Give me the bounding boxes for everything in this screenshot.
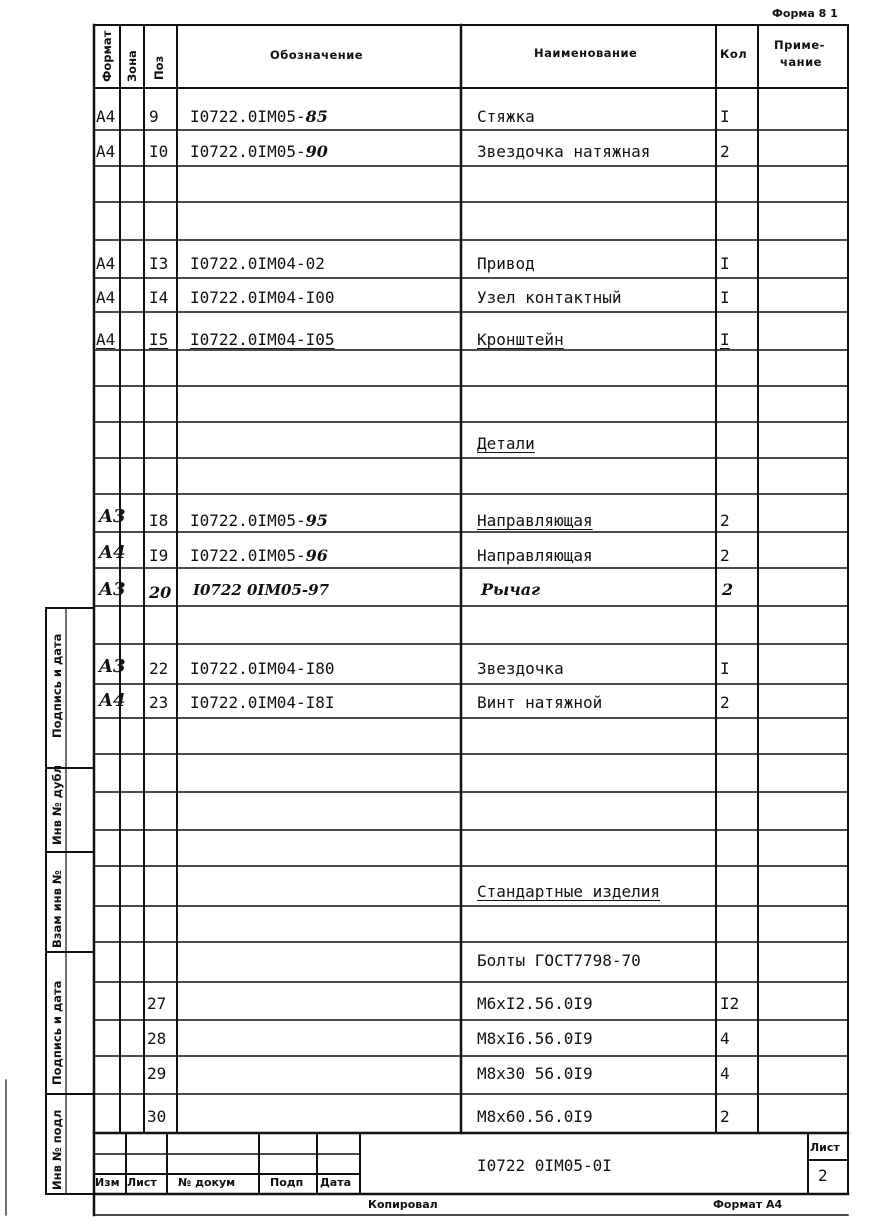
row-designation: [190, 144, 328, 161]
row-qty: 2: [720, 546, 730, 565]
row-format: A3: [99, 656, 126, 677]
row-qty: 2: [720, 1107, 730, 1126]
row-qty: 4: [720, 1064, 730, 1083]
row-name: Звездочка натяжная: [477, 142, 651, 161]
title-data: Дата: [320, 1176, 352, 1189]
title-sheet-number: 2: [818, 1166, 828, 1185]
side-label-signature: Подпись и дата: [50, 633, 64, 738]
row-pos: 30: [147, 1107, 167, 1126]
designation-printed: I0722.0IM05-: [190, 511, 306, 530]
side-label-dupl: Инв № дубл: [50, 765, 64, 845]
header-qty: Кол: [720, 47, 748, 61]
row-qty: 2: [720, 693, 730, 712]
designation-handwritten: 95: [305, 511, 328, 530]
header-designation: Обозначение: [270, 48, 364, 62]
designation-printed: I0722.0IM05-: [190, 142, 306, 161]
row-format: A4: [96, 107, 116, 126]
row-name: Узел контактный: [477, 288, 622, 307]
side-label-vzam: Взам инв №: [50, 870, 64, 948]
side-label-signature: Подпись и дата: [50, 980, 64, 1085]
row-pos: I3: [149, 254, 169, 273]
row-designation: I0722.0IM04-02: [190, 254, 325, 273]
row-pos: I9: [149, 546, 169, 565]
row-format: A4: [96, 254, 116, 273]
row-name: М8х60.56.0I9: [477, 1107, 593, 1126]
title-designation: I0722 0IM05-0I: [477, 1156, 612, 1175]
row-format: A4: [96, 142, 116, 161]
row-name: Кронштейн: [477, 330, 564, 349]
row-designation: [190, 513, 328, 530]
group-heading: Болты ГОСТ7798-70: [477, 951, 641, 970]
form-label: Форма 8 1: [772, 7, 838, 20]
header-format: Формат: [100, 30, 114, 82]
row-qty: I: [720, 659, 730, 678]
row-name: Направляющая: [477, 511, 593, 530]
row-pos: 9: [149, 107, 159, 126]
row-name: Направляющая: [477, 546, 593, 565]
row-qty: I: [720, 254, 730, 273]
row-name: М8хI6.56.0I9: [477, 1029, 593, 1048]
row-designation: I0722 0IM05-97: [193, 581, 330, 599]
row-format: A3: [99, 579, 126, 600]
footer-format: Формат А4: [713, 1198, 783, 1211]
row-name: Рычаг: [481, 580, 541, 599]
section-heading: Стандартные изделия: [477, 882, 661, 901]
title-sheet-label: Лист: [810, 1141, 840, 1154]
row-qty: 2: [720, 511, 730, 530]
header-zone: Зона: [125, 50, 139, 82]
row-pos: 22: [149, 659, 169, 678]
row-designation: [190, 109, 328, 126]
title-izm: Изм: [95, 1176, 120, 1189]
designation-handwritten: 90: [305, 142, 328, 161]
footer-copied: Копировал: [368, 1198, 438, 1211]
row-name: Винт натяжной: [477, 693, 603, 712]
row-pos: 23: [149, 693, 169, 712]
title-doc: № докум: [178, 1176, 236, 1189]
row-pos: 28: [147, 1029, 167, 1048]
row-name: Стяжка: [477, 107, 535, 126]
row-name: М6хI2.56.0I9: [477, 994, 593, 1013]
designation-printed: I0722.0IM05-: [190, 546, 306, 565]
row-pos: I8: [149, 511, 169, 530]
header-note-line2: чание: [780, 55, 822, 69]
row-format: A4: [99, 690, 126, 711]
header-pos: Поз: [152, 55, 166, 80]
row-qty: I2: [720, 994, 740, 1013]
row-designation: [190, 548, 328, 565]
row-format: A4: [96, 330, 116, 349]
row-qty: I: [720, 330, 730, 349]
row-qty: I: [720, 288, 730, 307]
row-pos: I0: [149, 142, 169, 161]
row-designation: I0722.0IM04-I05: [190, 330, 335, 349]
title-list: Лист: [127, 1176, 157, 1189]
side-label-orig: Инв № подл: [50, 1109, 64, 1190]
row-name: М8х30 56.0I9: [477, 1064, 593, 1083]
section-heading: Детали: [477, 434, 535, 453]
row-name: Привод: [477, 254, 535, 273]
row-pos: I5: [149, 330, 169, 349]
designation-handwritten: 85: [305, 107, 328, 126]
header-note-line1: Приме-: [774, 38, 825, 52]
row-name: Звездочка: [477, 659, 564, 678]
row-pos: 29: [147, 1064, 167, 1083]
row-designation: I0722.0IM04-I00: [190, 288, 335, 307]
designation-handwritten: 96: [305, 546, 328, 565]
title-podp: Подп: [270, 1176, 304, 1189]
row-qty: 4: [720, 1029, 730, 1048]
row-format: A3: [99, 506, 126, 527]
row-format: A4: [99, 542, 126, 563]
row-designation: I0722.0IM04-I8I: [190, 693, 335, 712]
row-designation: I0722.0IM04-I80: [190, 659, 335, 678]
row-qty: 2: [722, 580, 734, 599]
row-pos: 20: [149, 583, 172, 602]
designation-printed: I0722.0IM05-: [190, 107, 306, 126]
row-qty: I: [720, 107, 730, 126]
header-name: Наименование: [534, 46, 638, 60]
row-pos: 27: [147, 994, 167, 1013]
row-qty: 2: [720, 142, 730, 161]
row-format: A4: [96, 288, 116, 307]
row-pos: I4: [149, 288, 169, 307]
